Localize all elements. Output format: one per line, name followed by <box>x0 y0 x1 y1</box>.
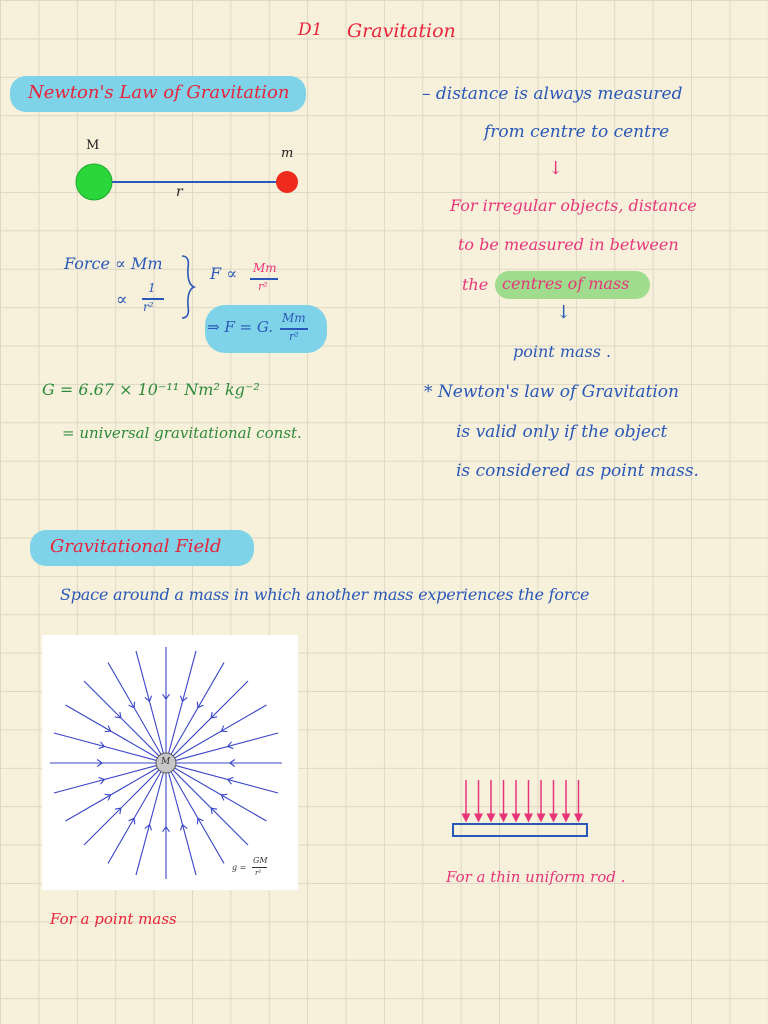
fraction3-numerator: Mm <box>282 311 306 325</box>
gravitational-constant-value: G = 6.67 × 10⁻¹¹ Nm² kg⁻² <box>42 380 260 399</box>
fraction1-numerator: 1 <box>148 281 156 295</box>
star-note-line2: is valid only if the object <box>456 422 668 442</box>
g-formula-numerator: GM <box>253 856 268 865</box>
note-point-mass: point mass . <box>513 342 612 361</box>
thin-rod-figure <box>450 776 590 840</box>
small-mass-circle <box>276 171 298 193</box>
star-note-line3: is considered as point mass. <box>456 461 699 481</box>
center-mass-label: M <box>161 757 171 767</box>
page-title: Gravitation <box>347 20 456 42</box>
force-prop-line1: Force ∝ Mm <box>64 254 163 273</box>
chapter-number: D1 <box>298 20 323 40</box>
note-irregular-line1: For irregular objects, distance <box>450 196 697 215</box>
thin-rod <box>453 824 587 836</box>
gravitational-constant-name: = universal gravitational const. <box>62 424 302 442</box>
result-prefix: ⇒ F = G. <box>207 318 274 336</box>
g-formula-prefix: g = <box>232 863 247 872</box>
curly-brace <box>178 254 198 320</box>
point-mass-caption: For a point mass <box>50 910 177 928</box>
label-big-mass: M <box>86 138 100 153</box>
label-distance: r <box>176 184 183 200</box>
note-arrow-1: ↓ <box>548 158 564 179</box>
centres-of-mass-text: centres of mass <box>502 274 630 293</box>
fraction2-denominator: r² <box>258 280 268 293</box>
note-irregular-line2: to be measured in between <box>458 235 679 254</box>
big-mass-circle <box>76 164 112 200</box>
fraction1-denominator: r² <box>143 300 154 314</box>
note-arrow-2: ↓ <box>556 302 572 323</box>
note-irregular-line3-prefix: the <box>462 275 489 294</box>
g-formula-denominator: r² <box>255 869 262 877</box>
f-proportional-label: F ∝ <box>210 264 238 283</box>
force-prop-line2-prefix: ∝ <box>116 290 128 310</box>
g-formula-bar <box>252 867 267 868</box>
label-small-mass: m <box>281 146 294 161</box>
field-definition: Space around a mass in which another mass experiences the force <box>60 585 590 604</box>
fraction3-denominator: r² <box>289 330 299 343</box>
fraction2-numerator: Mm <box>253 261 277 275</box>
two-mass-diagram <box>70 162 310 207</box>
thin-rod-caption: For a thin uniform rod . <box>446 868 626 886</box>
section2-heading: Gravitational Field <box>50 536 222 557</box>
section1-heading: Newton's Law of Gravitation <box>28 82 290 103</box>
note-distance-line1: – distance is always measured <box>422 84 683 104</box>
star-note-line1: * Newton's law of Gravitation <box>424 382 679 402</box>
note-distance-line2: from centre to centre <box>484 122 670 142</box>
